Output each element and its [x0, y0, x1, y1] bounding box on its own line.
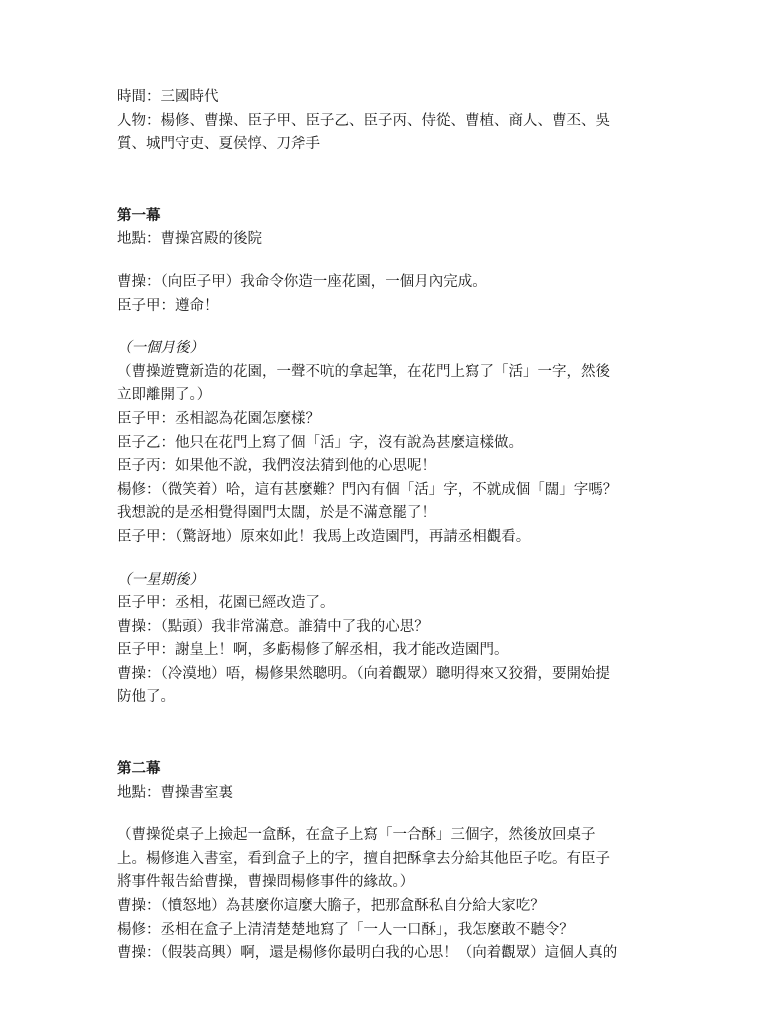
stage-direction: 將事件報告給曹操，曹操問楊修事件的緣故。） [117, 874, 415, 891]
stage-direction: （曹操遊覽新造的花園，一聲不吭的拿起筆，在花門上寫了「活」一字，然後 [117, 363, 610, 380]
act1-title: 第一幕 [117, 207, 161, 224]
dialogue-line: 曹操：（向臣子甲）我命令你造一座花園，一個月內完成。 [117, 273, 487, 290]
act1-location: 地點：曹操宮殿的後院 [117, 231, 262, 248]
act2-location: 地點：曹操書室裏 [117, 784, 233, 801]
dialogue-line: 曹操：（假裝高興）啊，還是楊修你最明白我的心思！（向着觀眾）這個人真的 [117, 945, 618, 962]
dialogue-line: 曹操：（點頭）我非常滿意。誰猜中了我的心思？ [117, 618, 429, 635]
act2-title: 第二幕 [117, 761, 161, 778]
dialogue-line: 臣子甲：（驚訝地）原來如此！我馬上改造園門，再請丞相觀看。 [117, 528, 531, 545]
characters-line-cont: 質、城門守吏、夏侯惇、刀斧手 [117, 136, 320, 153]
stage-direction: 立即離開了。） [117, 387, 212, 404]
time-skip-note: （一星期後） [117, 571, 204, 588]
dialogue-line: 臣子甲：丞相，花園已經改造了。 [117, 595, 335, 612]
stage-direction: （曹操從桌子上撿起一盒酥，在盒子上寫「一合酥」三個字，然後放回桌子 [117, 827, 596, 844]
script-document [117, 86, 657, 966]
dialogue-line: 楊修：丞相在盒子上清清楚楚地寫了「一人一口酥」，我怎麼敢不聽令？ [117, 921, 574, 938]
dialogue-line: 臣子甲：遵命！ [117, 297, 219, 314]
characters-line: 人物：楊修、曹操、臣子甲、臣子乙、臣子丙、侍從、曹植、商人、曹丕、吳 [117, 112, 610, 129]
dialogue-line: 臣子乙：他只在花門上寫了個「活」字，沒有說為甚麼這樣做。 [117, 434, 523, 451]
stage-direction: 上。楊修進入書室，看到盒子上的字，擅自把酥拿去分給其他臣子吃。有臣子 [117, 850, 610, 867]
time-line: 時間：三國時代 [117, 89, 219, 105]
dialogue-line: 臣子丙：如果他不說，我們沒法猜到他的心思呢！ [117, 458, 436, 475]
dialogue-line: 曹操：（冷漠地）唔，楊修果然聰明。（向着觀眾）聰明得來又狡猾，要開始提 [117, 665, 610, 682]
dialogue-line: 曹操：（憤怒地）為甚麼你這麼大膽子，把那盒酥私自分給大家吃？ [117, 898, 545, 915]
dialogue-line: 防他了。 [117, 689, 175, 706]
dialogue-line: 楊修：（微笑着）哈，這有甚麼難？門內有個「活」字，不就成個「闊」字嗎？ [117, 481, 618, 498]
time-skip-note: （一個月後） [117, 340, 204, 357]
dialogue-line: 臣子甲：謝皇上！啊，多虧楊修了解丞相，我才能改造園門。 [117, 642, 509, 659]
dialogue-line: 臣子甲：丞相認為花園怎麼樣？ [117, 410, 320, 427]
dialogue-line: 我想說的是丞相覺得園門太闊，於是不滿意罷了！ [117, 505, 436, 522]
